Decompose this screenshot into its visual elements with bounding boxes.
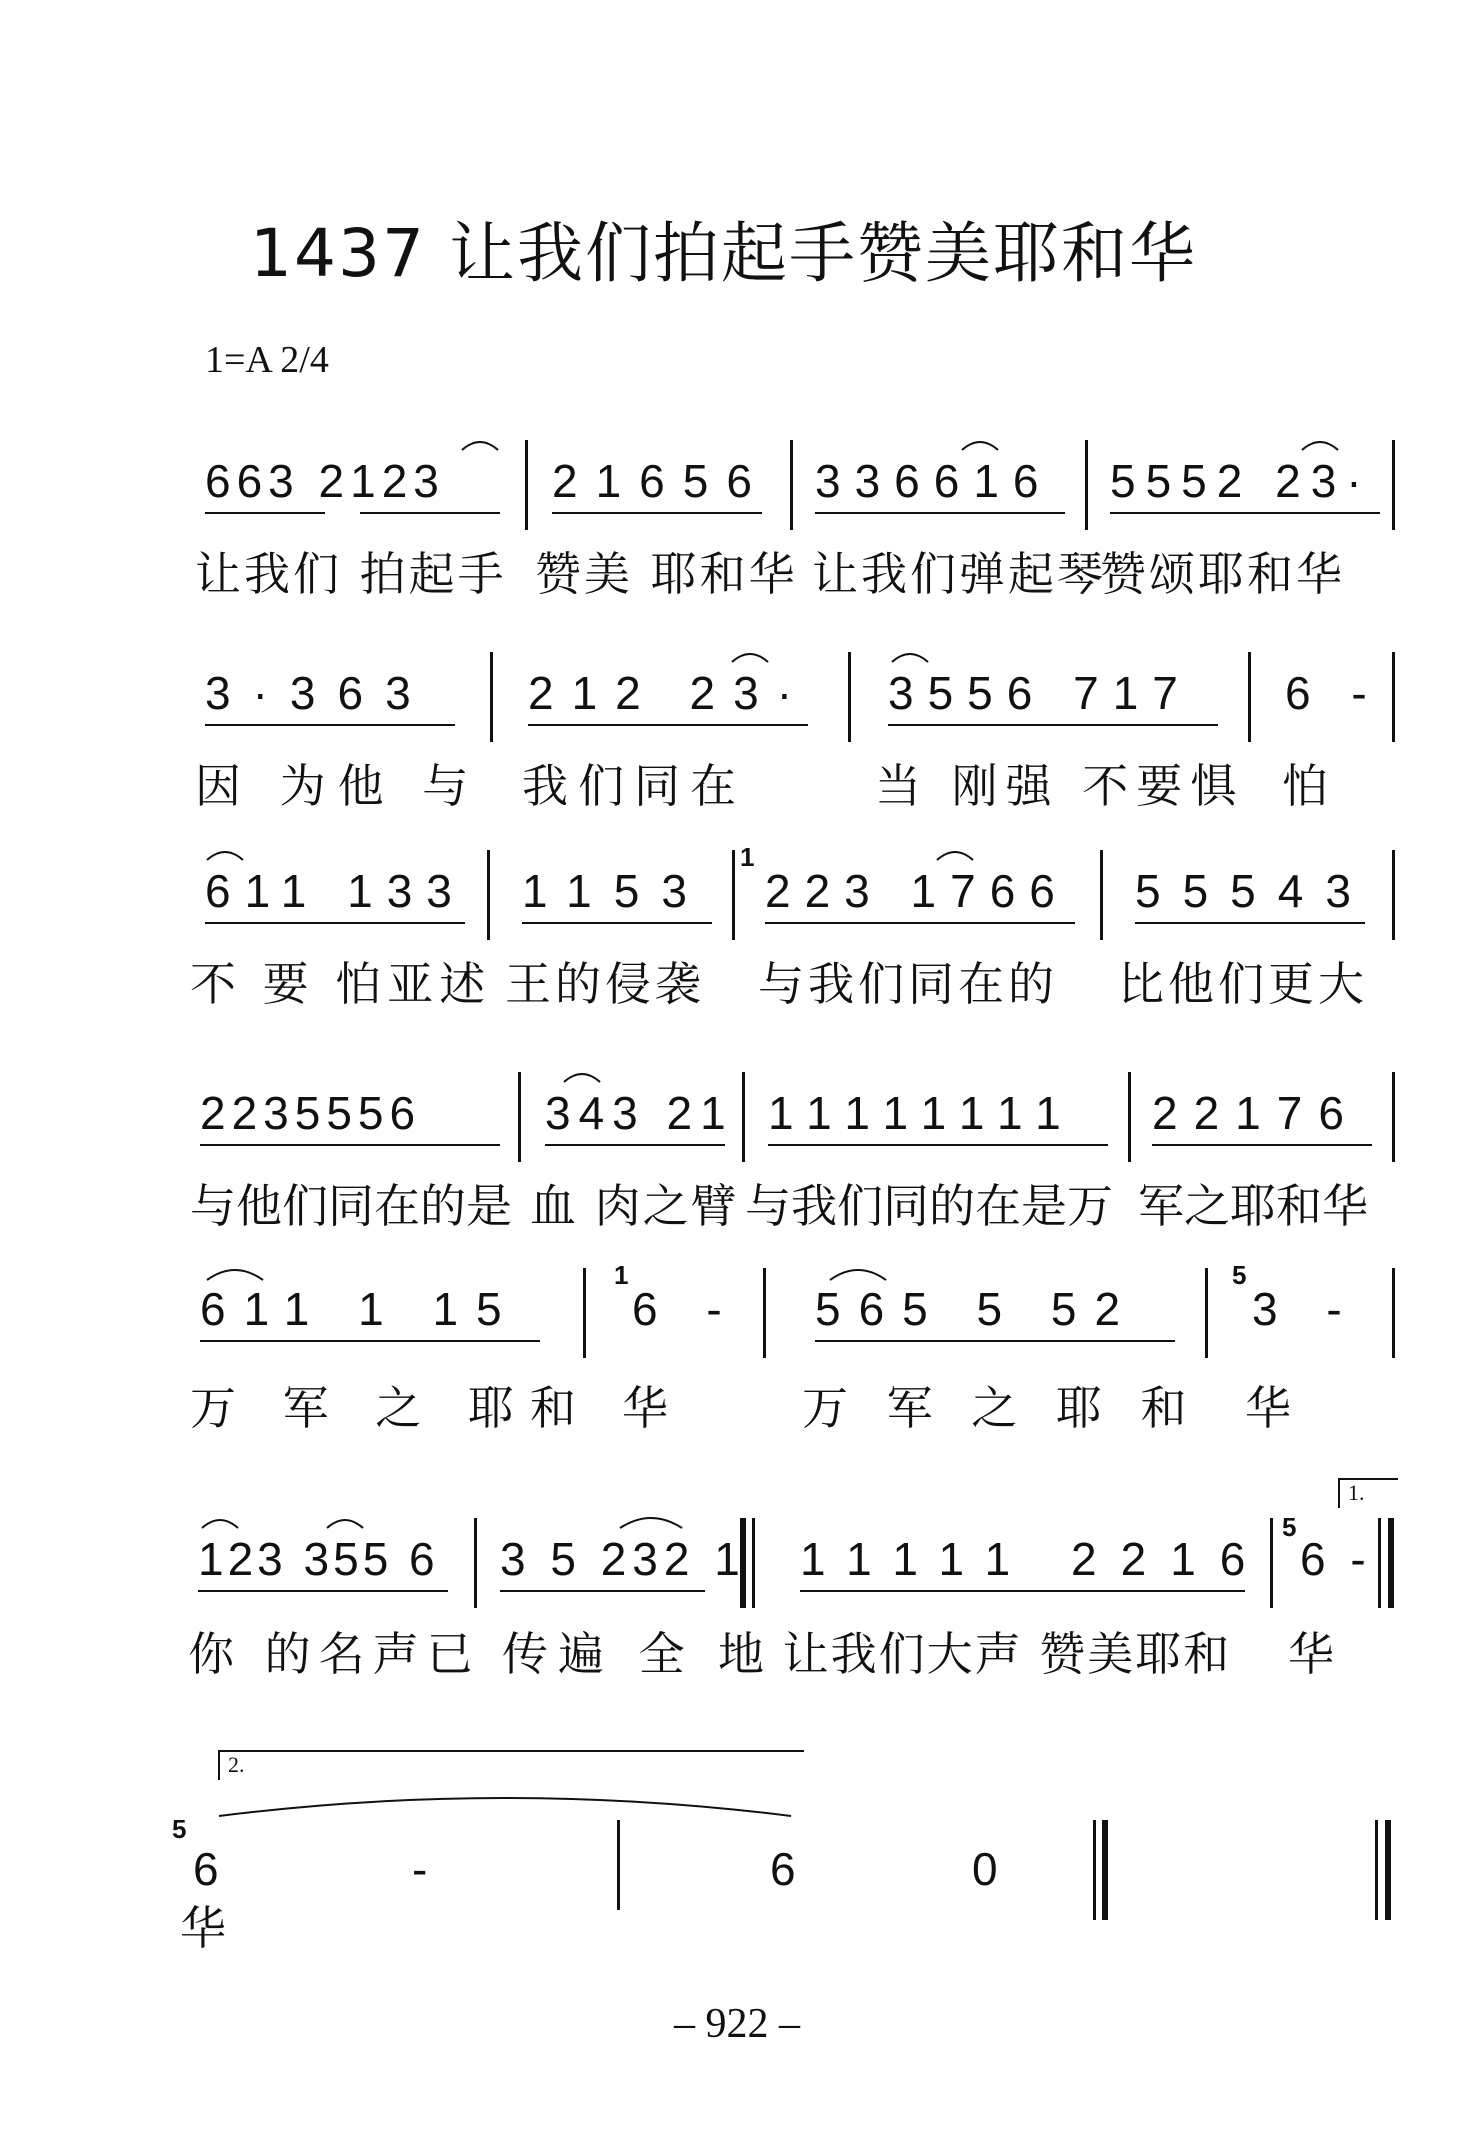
score-row-1	[0, 440, 1474, 600]
volta-bracket-1: 1.	[1338, 1478, 1398, 1508]
note-group: 336616	[815, 455, 1053, 507]
note-group: 6 -	[1285, 667, 1381, 719]
beam-underline	[1152, 1144, 1372, 1146]
lyric-line: 华	[622, 1381, 671, 1435]
lyric-line: 与他们同在的是	[190, 1179, 512, 1233]
note-group: 663 2123	[205, 455, 445, 507]
slur-arc	[205, 1260, 265, 1282]
beam-underline	[528, 724, 808, 726]
note-group: 212 23·	[528, 667, 811, 719]
ending-row	[0, 1814, 1474, 1980]
lyric-line: 万 军 之 耶 和	[802, 1381, 1199, 1435]
note-group: 11111 2216	[800, 1533, 1270, 1585]
note-group: 611 1 15	[200, 1283, 520, 1335]
score-row-2	[0, 652, 1474, 812]
barline	[1270, 1518, 1273, 1608]
grace-note: 5	[1232, 1260, 1247, 1290]
lyric-line: 传遍 全	[502, 1627, 695, 1681]
barline	[1392, 1268, 1395, 1358]
lyric-line: 华	[1288, 1627, 1337, 1681]
barline	[732, 850, 735, 940]
note-group: 123 355 6	[198, 1533, 439, 1585]
key-signature: 1=A 2/4	[205, 339, 329, 381]
grace-note: 5	[172, 1814, 187, 1844]
beam-underline	[765, 922, 1075, 924]
note-group: 5552 23·	[1110, 455, 1372, 507]
beam-underline	[360, 512, 500, 514]
ending-note: 6	[193, 1843, 225, 1895]
slur-arc	[890, 646, 930, 664]
score-row-3	[0, 842, 1474, 1011]
lyric-line: 万 军 之 耶和	[190, 1381, 592, 1435]
slur-arc	[618, 1508, 684, 1530]
lyric-line: 不 要 怕亚述	[190, 957, 492, 1011]
beam-underline	[205, 512, 325, 514]
slur-arc	[960, 434, 1000, 452]
ending-rest: 0	[972, 1843, 1004, 1895]
score-row-6	[0, 1512, 1474, 1681]
slur-arc	[325, 1512, 365, 1530]
barline	[742, 1072, 745, 1162]
barline	[490, 652, 493, 742]
barline	[1100, 850, 1103, 940]
lyric-line: 华	[1245, 1381, 1294, 1435]
volta-bracket-2: 2.	[218, 1750, 804, 1780]
slur-arc	[1300, 434, 1340, 452]
page-title: 1437 让我们拍起手赞美耶和华	[250, 215, 1197, 292]
slur-arc	[200, 1512, 240, 1530]
slur-arc	[730, 646, 770, 664]
slur-arc	[460, 434, 500, 452]
slur-arc	[828, 1260, 888, 1282]
lyric-line: 华	[180, 1901, 229, 1955]
beam-underline	[1110, 512, 1380, 514]
final-barline-thick	[1102, 1820, 1108, 1920]
note-group: 223 1766	[765, 865, 1069, 917]
barline	[617, 1820, 620, 1910]
note-group: 1153	[522, 865, 709, 917]
beam-underline	[552, 512, 762, 514]
beam-underline	[545, 1144, 725, 1146]
score-row-5	[0, 1260, 1474, 1435]
barline	[1085, 440, 1088, 530]
slur-arc	[935, 844, 975, 862]
ending-note: 6	[770, 1843, 802, 1895]
note-group: 343 21	[545, 1087, 734, 1139]
beam-underline	[522, 922, 712, 924]
lyric-line: 当 刚强 不要惧	[875, 759, 1245, 813]
beam-underline	[205, 922, 465, 924]
beam-underline	[768, 1144, 1108, 1146]
lyric-line: 赞颂耶和华	[1100, 547, 1345, 601]
final-barline-thick	[1385, 1820, 1391, 1920]
note-group: 22176	[1152, 1087, 1360, 1139]
barline	[763, 1268, 766, 1358]
ending-dash: -	[412, 1843, 434, 1895]
note-group: 565 5 52	[815, 1283, 1139, 1335]
beam-underline	[815, 512, 1065, 514]
beam-underline	[205, 724, 455, 726]
lyric-line: 让我们弹起琴	[812, 547, 1106, 601]
lyric-line: 与我们同的在是万	[745, 1179, 1113, 1233]
barline	[848, 652, 851, 742]
slur-arc	[205, 844, 245, 862]
barline	[790, 440, 793, 530]
barline	[518, 1072, 521, 1162]
grace-note: 1	[614, 1260, 629, 1290]
lyric-line: 比他们更大	[1118, 957, 1368, 1011]
repeat-start-thin	[752, 1518, 755, 1608]
repeat-end-thin	[1378, 1518, 1381, 1608]
note-group: 3556 717	[888, 667, 1192, 719]
beam-underline	[800, 1590, 1245, 1592]
beam-underline	[200, 1144, 500, 1146]
note-group: 3·363	[205, 667, 433, 719]
barline	[525, 440, 528, 530]
beam-underline	[1135, 922, 1365, 924]
note-group: 6 -	[1300, 1533, 1372, 1585]
barline	[487, 850, 490, 940]
grace-note: 1	[740, 842, 755, 872]
lyric-line: 血 肉之臂	[530, 1179, 739, 1233]
barline	[1128, 1072, 1131, 1162]
note-group: 55543	[1135, 865, 1373, 917]
lyric-line: 怕	[1282, 759, 1331, 813]
barline	[1205, 1268, 1208, 1358]
note-group: 6 -	[632, 1283, 740, 1335]
note-group: 21656	[552, 455, 770, 507]
final-barline-thin	[1093, 1820, 1096, 1920]
lyric-line: 军之耶和华	[1138, 1179, 1368, 1233]
barline	[1392, 440, 1395, 530]
lyric-line: 因 为他 与	[195, 759, 481, 813]
lyric-line: 赞美 耶和华	[535, 547, 798, 601]
lyric-line: 与我们同在的	[758, 957, 1058, 1011]
barline	[1392, 652, 1395, 742]
beam-underline	[888, 724, 1218, 726]
score-row-4	[0, 1072, 1474, 1232]
barline	[583, 1268, 586, 1358]
note-group: 3 -	[1252, 1283, 1360, 1335]
tie-arc	[215, 1780, 795, 1820]
lyric-line: 地 让我们大声 赞美耶和	[718, 1627, 1232, 1681]
repeat-end-thick	[1388, 1518, 1394, 1608]
page-number: – 922 –	[674, 2001, 800, 2047]
beam-underline	[198, 1590, 448, 1592]
barline	[1392, 850, 1395, 940]
grace-note: 5	[1282, 1512, 1297, 1542]
beam-underline	[815, 1340, 1175, 1342]
note-group: 2235556	[200, 1087, 422, 1139]
note-group: 11111111	[768, 1087, 1077, 1139]
beam-underline	[200, 1340, 540, 1342]
lyric-line: 王的侵袭	[505, 957, 705, 1011]
lyric-line: 你 的名声已	[188, 1627, 481, 1681]
final-barline-thin	[1375, 1820, 1378, 1920]
barline	[474, 1518, 477, 1608]
barline	[1248, 652, 1251, 742]
note-group: 3 5 232 1	[500, 1533, 746, 1585]
beam-underline	[500, 1590, 705, 1592]
note-group: 611 133	[205, 865, 466, 917]
lyric-line: 让我们 拍起手	[195, 547, 507, 601]
slur-arc	[562, 1066, 602, 1084]
barline	[1392, 1072, 1395, 1162]
lyric-line: 我们同在	[522, 759, 746, 813]
